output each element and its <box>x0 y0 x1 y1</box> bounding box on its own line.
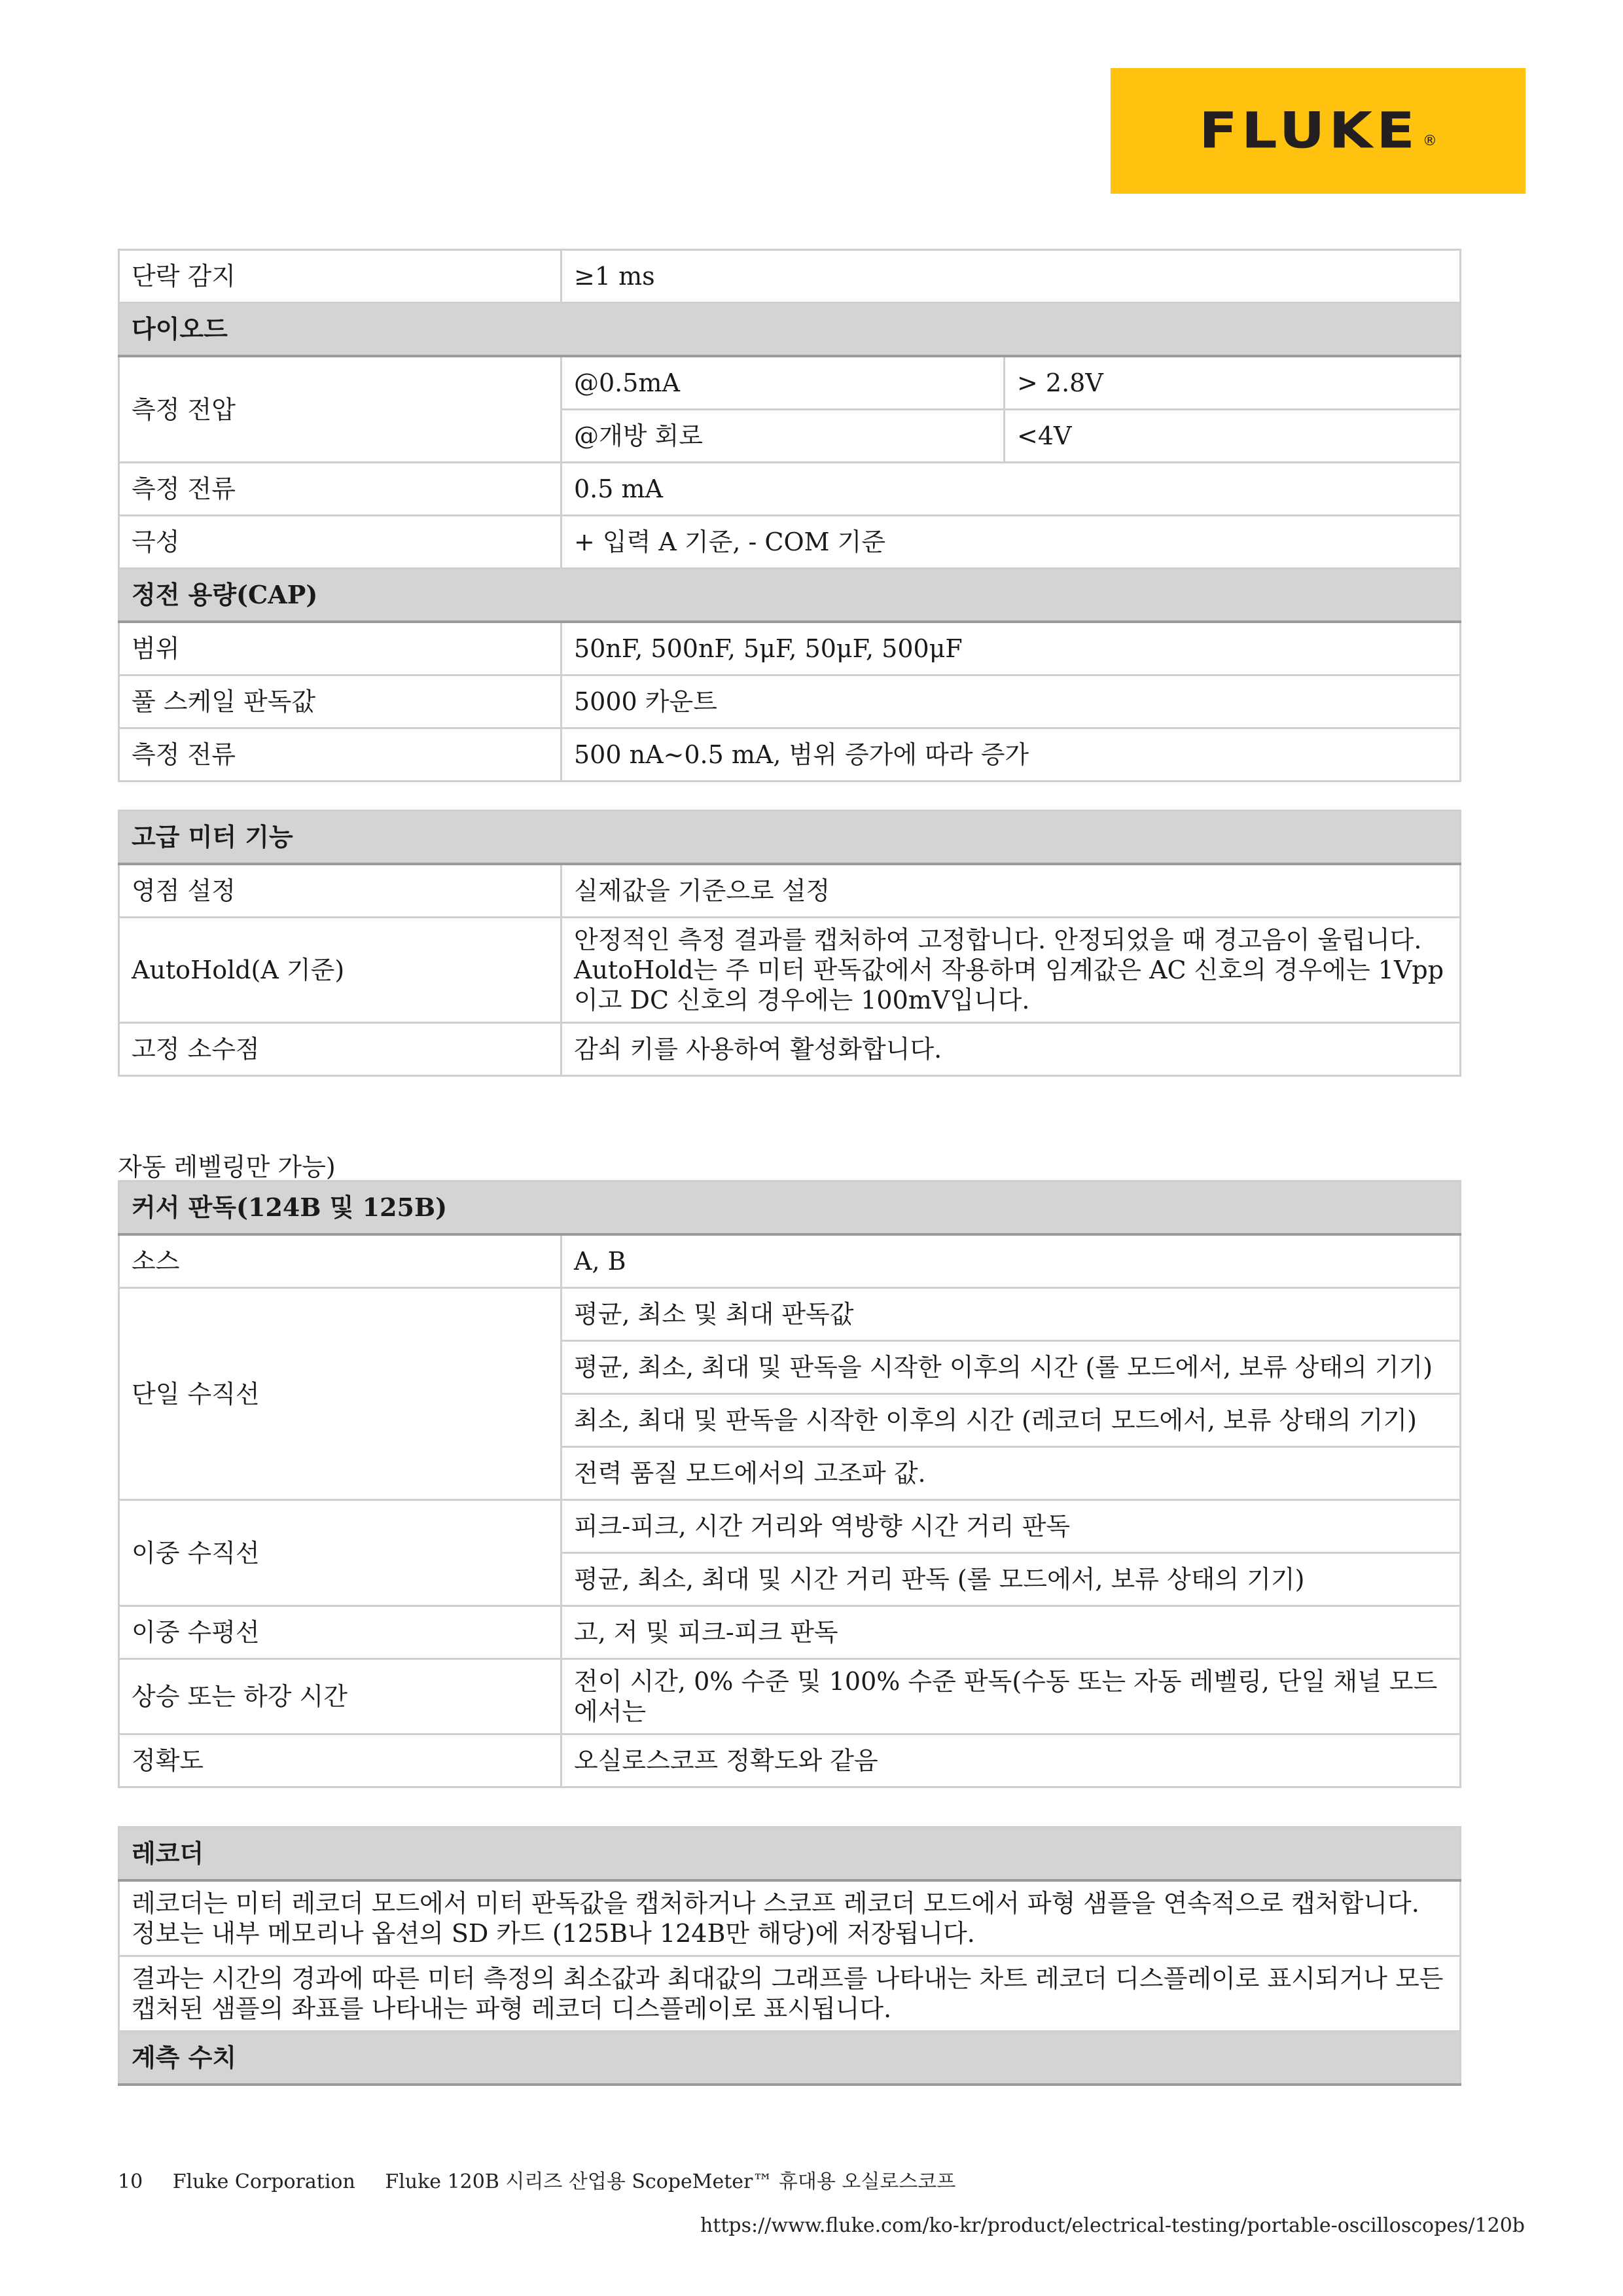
recorder-paragraph-2: 결과는 시간의 경과에 따른 미터 측정의 최소값과 최대값의 그래프를 나타내는 차트 레코더 디스플레이로 표시되거나 모든 캡처된 샘플의 좌표를 나타내는 파형 레코더 디스플레이로 표시됩니다. <box>119 1956 1461 2032</box>
table-row <box>119 1500 1461 1553</box>
row-label: 풀 스케일 판독값 <box>119 675 562 728</box>
row-label: 측정 전류 <box>119 463 562 516</box>
section-title-advanced: 고급 미터 기능 <box>119 811 1461 865</box>
logo-text: FLUKE <box>1199 102 1419 160</box>
table-row <box>119 463 1461 516</box>
page-footer <box>118 2165 979 2194</box>
row-value: 피크-피크, 시간 거리와 역방향 시간 거리 판독 <box>562 1500 1461 1553</box>
row-value: 실제값을 기준으로 설정 <box>562 864 1461 918</box>
spec-table-advanced-meter <box>118 810 1461 1077</box>
spec-table-cursor <box>118 1180 1461 1788</box>
fluke-logo <box>1111 68 1525 194</box>
table-row <box>119 516 1461 569</box>
table-row <box>119 675 1461 728</box>
spec-table-diode-cap <box>118 249 1461 782</box>
row-label: 범위 <box>119 622 562 675</box>
table-row <box>119 1234 1461 1288</box>
row-value: 오실로스코프 정확도와 같음 <box>562 1734 1461 1787</box>
logo-registered-mark: ® <box>1422 132 1437 149</box>
row-label: 단락 감지 <box>119 250 562 303</box>
section-header <box>119 569 1461 622</box>
row-label: 단일 수직선 <box>119 1288 562 1500</box>
page-number: 10 <box>118 2170 143 2193</box>
stray-text: 자동 레벨링만 가능) <box>118 1153 336 1181</box>
row-value: 고, 저 및 피크-피크 판독 <box>562 1606 1461 1659</box>
row-value: ≥1 ms <box>562 250 1461 303</box>
row-value: 5000 카운트 <box>562 675 1461 728</box>
row-value: 최소, 최대 및 판독을 시작한 이후의 시간 (레코더 모드에서, 보류 상태의 기기) <box>562 1394 1461 1447</box>
table-row <box>119 728 1461 781</box>
table-row <box>119 864 1461 918</box>
row-label: AutoHold(A 기준) <box>119 918 562 1023</box>
row-value: 전이 시간, 0% 수준 및 100% 수준 판독(수동 또는 자동 레벨링, 단일 채널 모드에서는 <box>562 1659 1461 1734</box>
section-title-measurements: 계측 수치 <box>119 2032 1461 2085</box>
row-value: A, B <box>562 1234 1461 1288</box>
row-label: 측정 전류 <box>119 728 562 781</box>
section-header <box>119 1827 1461 1881</box>
table-row <box>119 1734 1461 1787</box>
row-value: 50nF, 500nF, 5μF, 50μF, 500μF <box>562 622 1461 675</box>
footer-url: https://www.fluke.com/ko-kr/product/electrical-testing/portable-oscilloscopes/120b <box>700 2214 1525 2237</box>
table-row <box>119 250 1461 303</box>
spec-table-recorder <box>118 1826 1461 2086</box>
section-header <box>119 811 1461 865</box>
row-label: 정확도 <box>119 1734 562 1787</box>
row-value: 평균, 최소, 최대 및 시간 거리 판독 (롤 모드에서, 보류 상태의 기기) <box>562 1553 1461 1606</box>
row-value: 평균, 최소 및 최대 판독값 <box>562 1288 1461 1341</box>
row-label: 상승 또는 하강 시간 <box>119 1659 562 1734</box>
table-row <box>119 1880 1461 1956</box>
row-label: 이중 수직선 <box>119 1500 562 1606</box>
footer-company: Fluke Corporation <box>172 2170 355 2193</box>
section-header <box>119 1181 1461 1235</box>
recorder-paragraph-1: 레코더는 미터 레코더 모드에서 미터 판독값을 캡처하거나 스코프 레코더 모드에서 파형 샘플을 연속적으로 캡처합니다. 정보는 내부 메모리나 옵션의 SD 카드 (125B나 124B만 해당)에 저장됩니다. <box>119 1880 1461 1956</box>
section-title-cursor: 커서 판독(124B 및 125B) <box>119 1181 1461 1235</box>
table-row <box>119 1606 1461 1659</box>
section-title-recorder: 레코더 <box>119 1827 1461 1881</box>
row-value: > 2.8V <box>1005 356 1461 410</box>
section-header <box>119 303 1461 357</box>
section-header <box>119 2032 1461 2085</box>
footer-document-title: Fluke 120B 시리즈 산업용 ScopeMeter™ 휴대용 오실로스코프 <box>385 2170 956 2193</box>
table-row <box>119 1659 1461 1734</box>
section-title-diode: 다이오드 <box>119 303 1461 357</box>
row-value: <4V <box>1005 410 1461 463</box>
row-label: 극성 <box>119 516 562 569</box>
table-row <box>119 1956 1461 2032</box>
table-row <box>119 356 1461 410</box>
row-condition: @0.5mA <box>562 356 1005 410</box>
row-value: 500 nA~0.5 mA, 범위 증가에 따라 증가 <box>562 728 1461 781</box>
table-row <box>119 622 1461 675</box>
row-condition: @개방 회로 <box>562 410 1005 463</box>
row-value: 0.5 mA <box>562 463 1461 516</box>
table-row <box>119 1288 1461 1341</box>
row-label: 영점 설정 <box>119 864 562 918</box>
row-label: 측정 전압 <box>119 356 562 463</box>
row-value: 안정적인 측정 결과를 캡처하여 고정합니다. 안정되었을 때 경고음이 울립니다. AutoHold는 주 미터 판독값에서 작용하며 임계값은 AC 신호의 경우에는 1Vpp이고 DC 신호의 경우에는 100mV입니다. <box>562 918 1461 1023</box>
row-label: 이중 수평선 <box>119 1606 562 1659</box>
table-row <box>119 1023 1461 1076</box>
row-value: 평균, 최소, 최대 및 판독을 시작한 이후의 시간 (롤 모드에서, 보류 상태의 기기) <box>562 1341 1461 1394</box>
row-value: + 입력 A 기준, - COM 기준 <box>562 516 1461 569</box>
table-row <box>119 918 1461 1023</box>
row-label: 소스 <box>119 1234 562 1288</box>
row-label: 고정 소수점 <box>119 1023 562 1076</box>
row-value: 감쇠 키를 사용하여 활성화합니다. <box>562 1023 1461 1076</box>
row-value: 전력 품질 모드에서의 고조파 값. <box>562 1447 1461 1500</box>
section-title-cap: 정전 용량(CAP) <box>119 569 1461 622</box>
